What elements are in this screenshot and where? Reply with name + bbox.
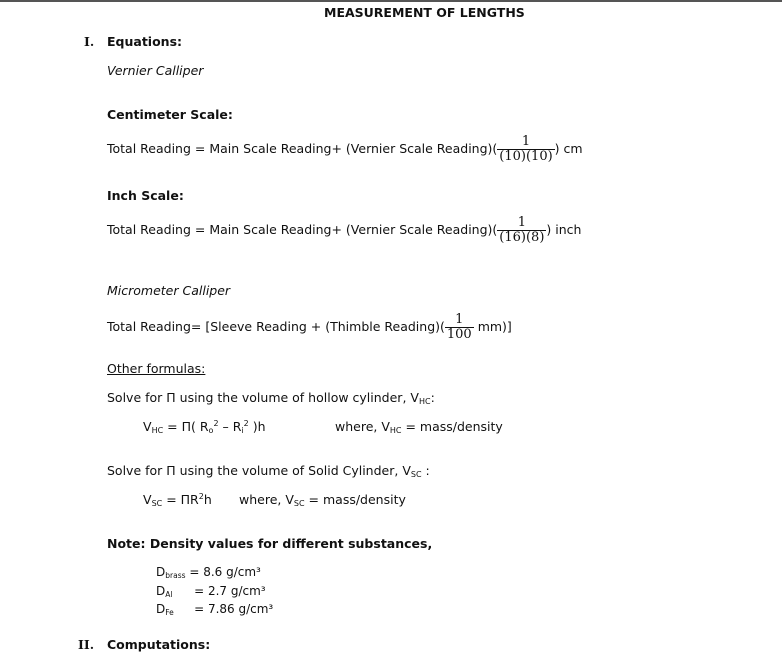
- eq-part: )h: [248, 419, 266, 434]
- superscript: 2: [213, 419, 219, 428]
- formula-text: Total Reading= [Sleeve Reading + (Thimble Reading)(: [107, 319, 445, 334]
- subscript: SC: [151, 499, 163, 508]
- page-title: MEASUREMENT OF LENGTHS: [324, 5, 525, 20]
- density-value: = 2.7 g/cm³: [194, 583, 266, 598]
- denominator: 100: [446, 327, 472, 342]
- denominator: (16)(8): [499, 230, 545, 245]
- section-1-numeral: I.: [84, 34, 95, 49]
- fraction: [497, 135, 554, 164]
- micrometer-formula: [107, 313, 512, 342]
- formula-text: Total Reading = Main Scale Reading+ (Vernier Scale Reading)(: [107, 222, 498, 237]
- superscript: 2: [198, 492, 204, 501]
- density-list: [156, 565, 273, 621]
- subscript: SC: [293, 499, 305, 508]
- numerator: 1: [521, 134, 531, 149]
- formula-text: Total Reading = Main Scale Reading+ (Vernier Scale Reading)(: [107, 141, 498, 156]
- subscript: HC: [418, 397, 431, 406]
- centimeter-formula: [107, 135, 583, 164]
- density-item-brass: [156, 565, 273, 584]
- hollow-cylinder-where: [335, 419, 503, 435]
- density-item-fe: [156, 602, 273, 621]
- where-text: = mass/density: [401, 419, 503, 434]
- eq-part: – R: [218, 419, 242, 434]
- subscript: HC: [389, 426, 402, 435]
- solid-cylinder-where: [239, 492, 406, 508]
- subscript: HC: [151, 426, 164, 435]
- micrometer-label: Micrometer Calliper: [107, 283, 231, 298]
- vernier-label: Vernier Calliper: [107, 63, 204, 78]
- subscript: SC: [410, 470, 422, 479]
- subscript: Al: [165, 589, 173, 599]
- where-text: where, V: [335, 419, 390, 434]
- denominator: (10)(10): [499, 149, 553, 164]
- section-1-heading: Equations:: [107, 34, 183, 49]
- subscript: i: [241, 426, 244, 435]
- intro-end: :: [430, 390, 435, 405]
- eq-part: = ΠR: [162, 492, 199, 507]
- where-text: where, V: [239, 492, 294, 507]
- superscript: 2: [243, 419, 249, 428]
- subscript: brass: [165, 571, 186, 580]
- hollow-cylinder-intro: [107, 390, 435, 406]
- solid-cylinder-intro: [107, 463, 430, 479]
- fraction: [497, 216, 546, 245]
- v-symbol: V: [143, 492, 152, 507]
- other-formulas-heading: Other formulas:: [107, 361, 206, 376]
- density-value: = 7.86 g/cm³: [194, 602, 274, 616]
- v-symbol: V: [143, 419, 152, 434]
- unit: ) cm: [554, 141, 583, 156]
- numerator: 1: [455, 312, 464, 327]
- where-text: = mass/density: [304, 492, 406, 507]
- intro-text: Solve for Π using the volume of Solid Cylinder, V: [107, 463, 411, 478]
- numerator: 1: [517, 215, 526, 230]
- intro-end: :: [421, 463, 430, 478]
- d-symbol: D: [156, 583, 166, 598]
- d-symbol: D: [156, 565, 166, 579]
- subscript: o: [208, 426, 214, 435]
- eq-part: = Π( R: [163, 419, 209, 434]
- unit: ) inch: [546, 222, 582, 237]
- inch-scale-heading: Inch Scale:: [107, 188, 184, 203]
- section-2-numeral: II.: [78, 637, 95, 652]
- centimeter-scale-heading: Centimeter Scale:: [107, 107, 233, 122]
- density-value: = 8.6 g/cm³: [189, 565, 261, 579]
- fraction: [445, 313, 474, 342]
- intro-text: Solve for Π using the volume of hollow cylinder, V: [107, 390, 419, 405]
- subscript: Fe: [165, 608, 174, 617]
- d-symbol: D: [156, 602, 166, 616]
- hollow-cylinder-equation: [143, 419, 266, 435]
- eq-part: h: [203, 492, 212, 507]
- inch-formula: [107, 216, 581, 245]
- section-2-heading: Computations:: [107, 637, 211, 652]
- unit: mm)]: [477, 319, 512, 334]
- density-note-heading: Note: Density values for different substances,: [107, 536, 433, 551]
- density-item-al: [156, 584, 273, 603]
- solid-cylinder-equation: [143, 492, 212, 508]
- top-rule: [0, 0, 782, 2]
